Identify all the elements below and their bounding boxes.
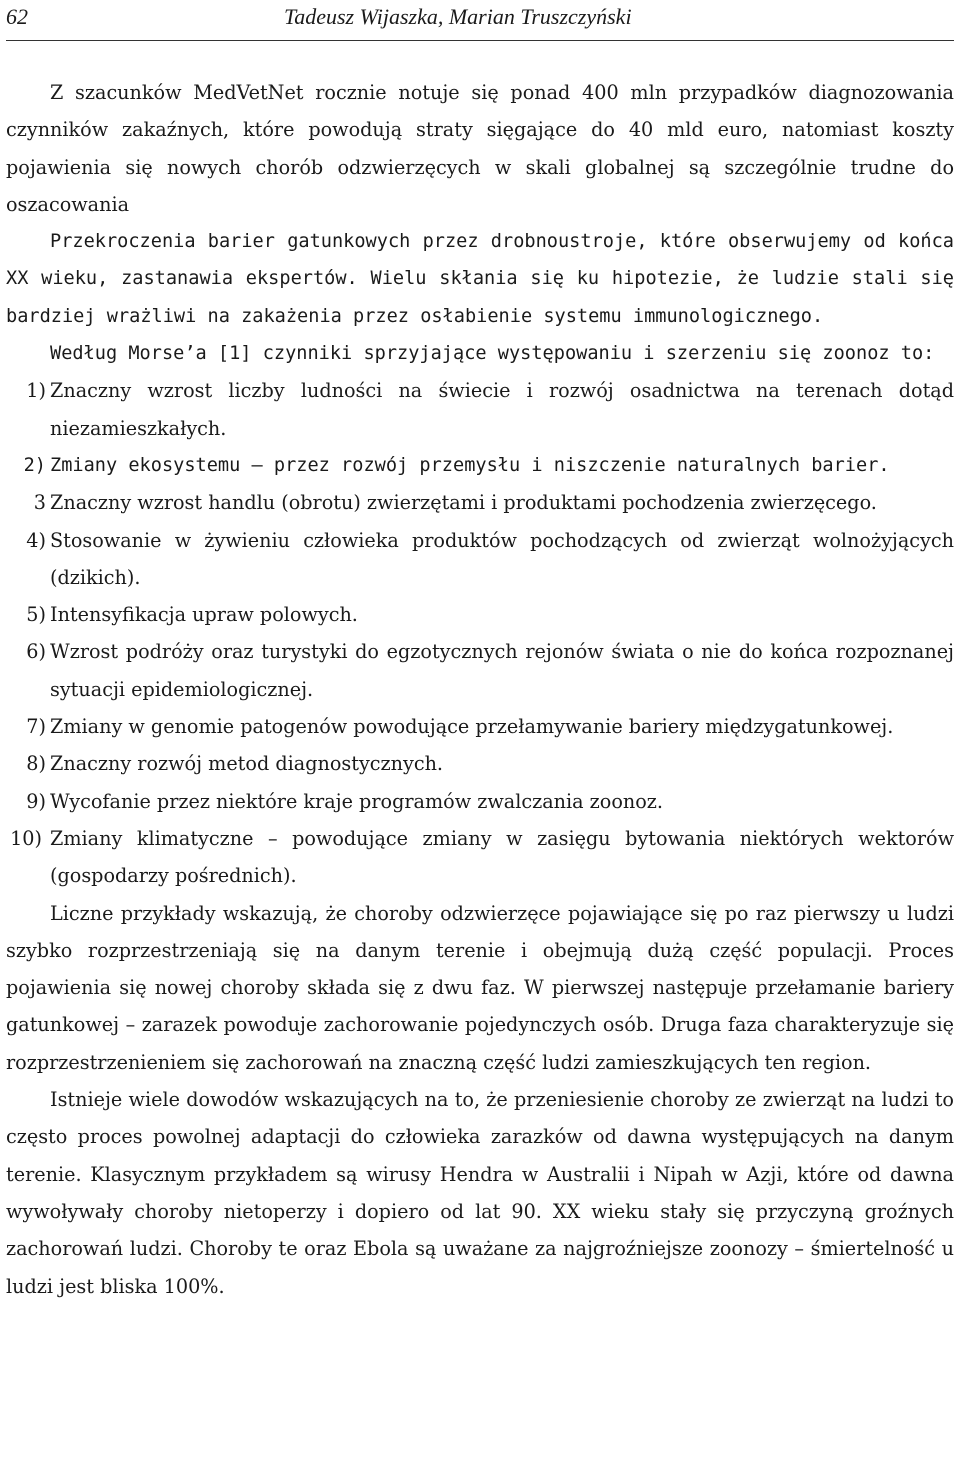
list-item (6, 708, 954, 745)
page-number: 62 (6, 4, 28, 29)
list-item (6, 484, 954, 521)
list-item-text: Wycofanie przez niektóre kraje programów zwalczania zoonoz. (50, 789, 663, 813)
running-title-authors: Tadeusz Wijaszka, Marian Truszczyński (284, 4, 632, 29)
list-item-number: 10) (10, 826, 42, 850)
list-item (6, 447, 954, 484)
list-item-number: 1) (26, 379, 46, 403)
list-item-text: Intensyfikacja upraw polowych. (50, 603, 358, 627)
list-item-text: Znaczny rozwój metod diagnostycznych. (50, 752, 444, 776)
list-item-number: 8) (26, 752, 46, 776)
list-item-number: 6) (26, 640, 46, 664)
list-item-text: Znaczny wzrost handlu (obrotu) zwierzętami i produktami pochodzenia zwierzęcego. (50, 491, 877, 515)
list-item-text: Zmiany w genomie patogenów powodujące przełamywanie bariery międzygatunkowej. (50, 715, 894, 739)
list-item-text: Stosowanie w żywieniu człowieka produktów pochodzących od zwierząt wolnożyjących (dzikich). (50, 528, 954, 589)
list-item-text: Zmiany klimatyczne – powodujące zmiany w zasięgu bytowania niektórych wektorów (gospodarzy pośrednich). (50, 826, 954, 888)
list-item (6, 745, 954, 782)
list-item (6, 633, 954, 708)
document-page (6, 0, 954, 1298)
list-item-text: Znaczny wzrost liczby ludności na świecie i rozwój osadnictwa na terenach dotąd niezamieszkałych. (50, 379, 954, 440)
list-item-text: Zmiany ekosystemu – przez rozwój przemysłu i niszczenie naturalnych barier. (50, 454, 890, 476)
list-item (6, 820, 954, 895)
list-item (6, 372, 954, 447)
list-item-number: 5) (26, 603, 46, 627)
paragraph-two-phases: Liczne przykłady wskazują, że choroby odzwierzęce pojawiające się po raz pierwszy u ludzi szybko rozprzestrzeniają się na danym terenie i obejmują dużą część populacji. Proces pojawienia się nowej choroby składa się z dwu faz. W pierwszej następuje przełamanie bariery gatunkowej – zarazek powoduje zachorowanie pojedynczych osób. Druga faza charakteryzuje się rozprzestrzenieniem się zachorowań na znaczną część ludzi zamieszkujących ten region. (6, 901, 954, 1074)
list-item-number: 2) (23, 454, 46, 476)
list-item-number: 7) (26, 715, 46, 739)
list-item (6, 596, 954, 633)
list-item-number: 3 (33, 491, 46, 515)
list-item (6, 522, 954, 597)
list-item (6, 783, 954, 820)
paragraph-species-barriers: Przekroczenia barier gatunkowych przez drobnoustroje, które obserwujemy od końca XX wieku, zastanawia ekspertów. Wielu skłania się ku hipotezie, że ludzie stali się bardziej wrażliwi na zakażenia przez osłabienie systemu immunologicznego. (6, 231, 954, 327)
body-text (6, 74, 954, 1305)
paragraph-adaptation-examples: Istnieje wiele dowodów wskazujących na to, że przeniesienie choroby ze zwierząt na ludzi to często proces powolnej adaptacji do człowieka zarazków od dawna występujących na danym terenie. Klasycznym przykładem są wirusy Hendra w Australii i Nipah w Azji, które od dawna wywoływały choroby nietoperzy i dopiero od lat 90. XX wieku stały się przyczyną groźnych zachorowań ludzi. Choroby te oraz Ebola są uważane za najgroźniejsze zoonozy – śmiertelność u ludzi jest bliska 100%. (6, 1088, 954, 1298)
running-header (6, 4, 954, 34)
list-item-number: 4) (26, 528, 46, 552)
paragraph-costs: Z szacunków MedVetNet rocznie notuje się ponad 400 mln przypadków diagnozowania czynników zakaźnych, które powodują straty sięgające do 40 mld euro, natomiast koszty pojawienia się nowych chorób odzwierzęcych w skali globalnej są szczególnie trudne do oszacowania (6, 81, 954, 216)
header-rule (6, 40, 954, 41)
list-item-number: 9) (26, 789, 46, 813)
factors-list (6, 372, 954, 894)
paragraph-morse-intro: Według Morse’a [1] czynniki sprzyjające występowaniu i szerzeniu się zoonoz to: (50, 343, 935, 365)
list-item-text: Wzrost podróży oraz turystyki do egzotycznych rejonów świata o nie do końca rozpoznanej sytuacji epidemiologicznej. (50, 640, 954, 701)
